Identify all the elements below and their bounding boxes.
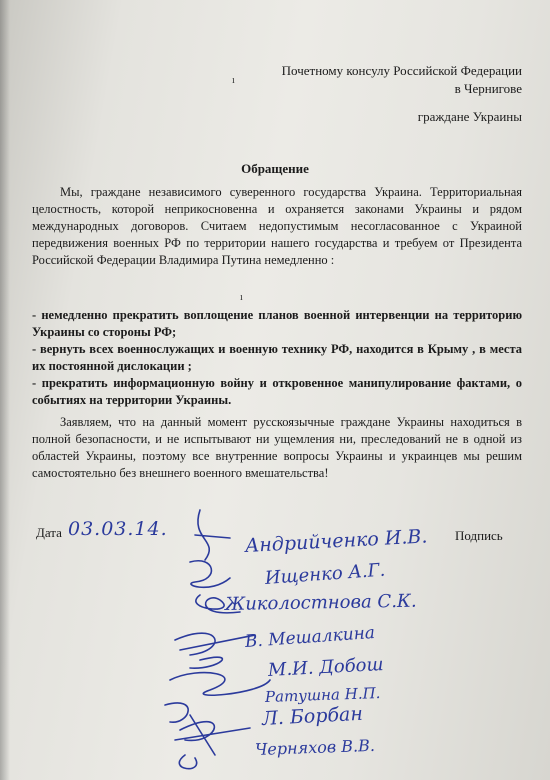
handwritten-signature-name: В. Мешалкина: [244, 622, 376, 652]
signature-scribble: [165, 703, 188, 722]
margin-tick: ı: [240, 292, 243, 303]
demand-item: - прекратить информационную войну и откровенное манипулирование фактами, о событиях на территории Украины.: [32, 376, 522, 407]
addressee-line-1: Почетному консулу Российской Федерации: [281, 63, 522, 78]
handwritten-signature-name: Андрийченко И.В.: [244, 525, 428, 557]
signature-scribble: [175, 633, 255, 668]
statement-paragraph: Заявляем, что на данный момент русскоязычные граждане Украины находиться в полной безопасности, и не испытывают ни ущемления ни, преследований не в одной из областей Украины, поэтому все внутренние вопросы Украины и украинцев мы решим самостоятельно без внешнего военного вмешательства!: [32, 415, 522, 480]
handwritten-signature-name: Л. Борбан: [261, 702, 364, 730]
handwritten-date: 03.03.14.: [68, 518, 168, 540]
margin-tick: ı: [232, 75, 235, 86]
date-label: Дата: [36, 525, 62, 540]
document-title: Обращение: [241, 161, 309, 176]
demand-item: - вернуть всех военнослужащих и военную технику РФ, находится в Крыму , в места их постоянной дислокации ;: [32, 342, 522, 373]
handwritten-signature-name: Жиколостнова С.К.: [224, 590, 417, 615]
handwritten-signature-name: Черняхов В.В.: [254, 735, 376, 759]
signature-scribble: [179, 755, 196, 769]
signature-label: Подпись: [455, 528, 503, 543]
demand-item: - немедленно прекратить воплощение планов военной интервенции на территорию Украины со стороны РФ;: [32, 308, 522, 339]
addressee-line-2: в Чернигове: [454, 81, 522, 96]
handwritten-signature-name: Ищенко А.Г.: [264, 559, 386, 589]
page-edge-shadow: [0, 0, 10, 780]
sender-line: граждане Украины: [417, 109, 522, 124]
handwritten-signature-name: М.И. Добош: [267, 653, 385, 681]
signature-scribble: [195, 510, 230, 560]
signature-scribble: [170, 673, 270, 696]
intro-paragraph: Мы, граждане независимого суверенного государства Украина. Территориальная целостность, которой неприкосновенна и охраняется законами Украины и рядом международных договоров. Считаем недопустимым несогласованное с Украиной передвижения военных РФ по территории нашего государства и требуем от Президента Российской Федерации Владимира Путина немедленно :: [32, 185, 522, 267]
handwritten-signature-name: Ратушна Н.П.: [264, 683, 381, 706]
signature-scribble: [175, 715, 250, 755]
signature-scribble: [190, 561, 230, 588]
